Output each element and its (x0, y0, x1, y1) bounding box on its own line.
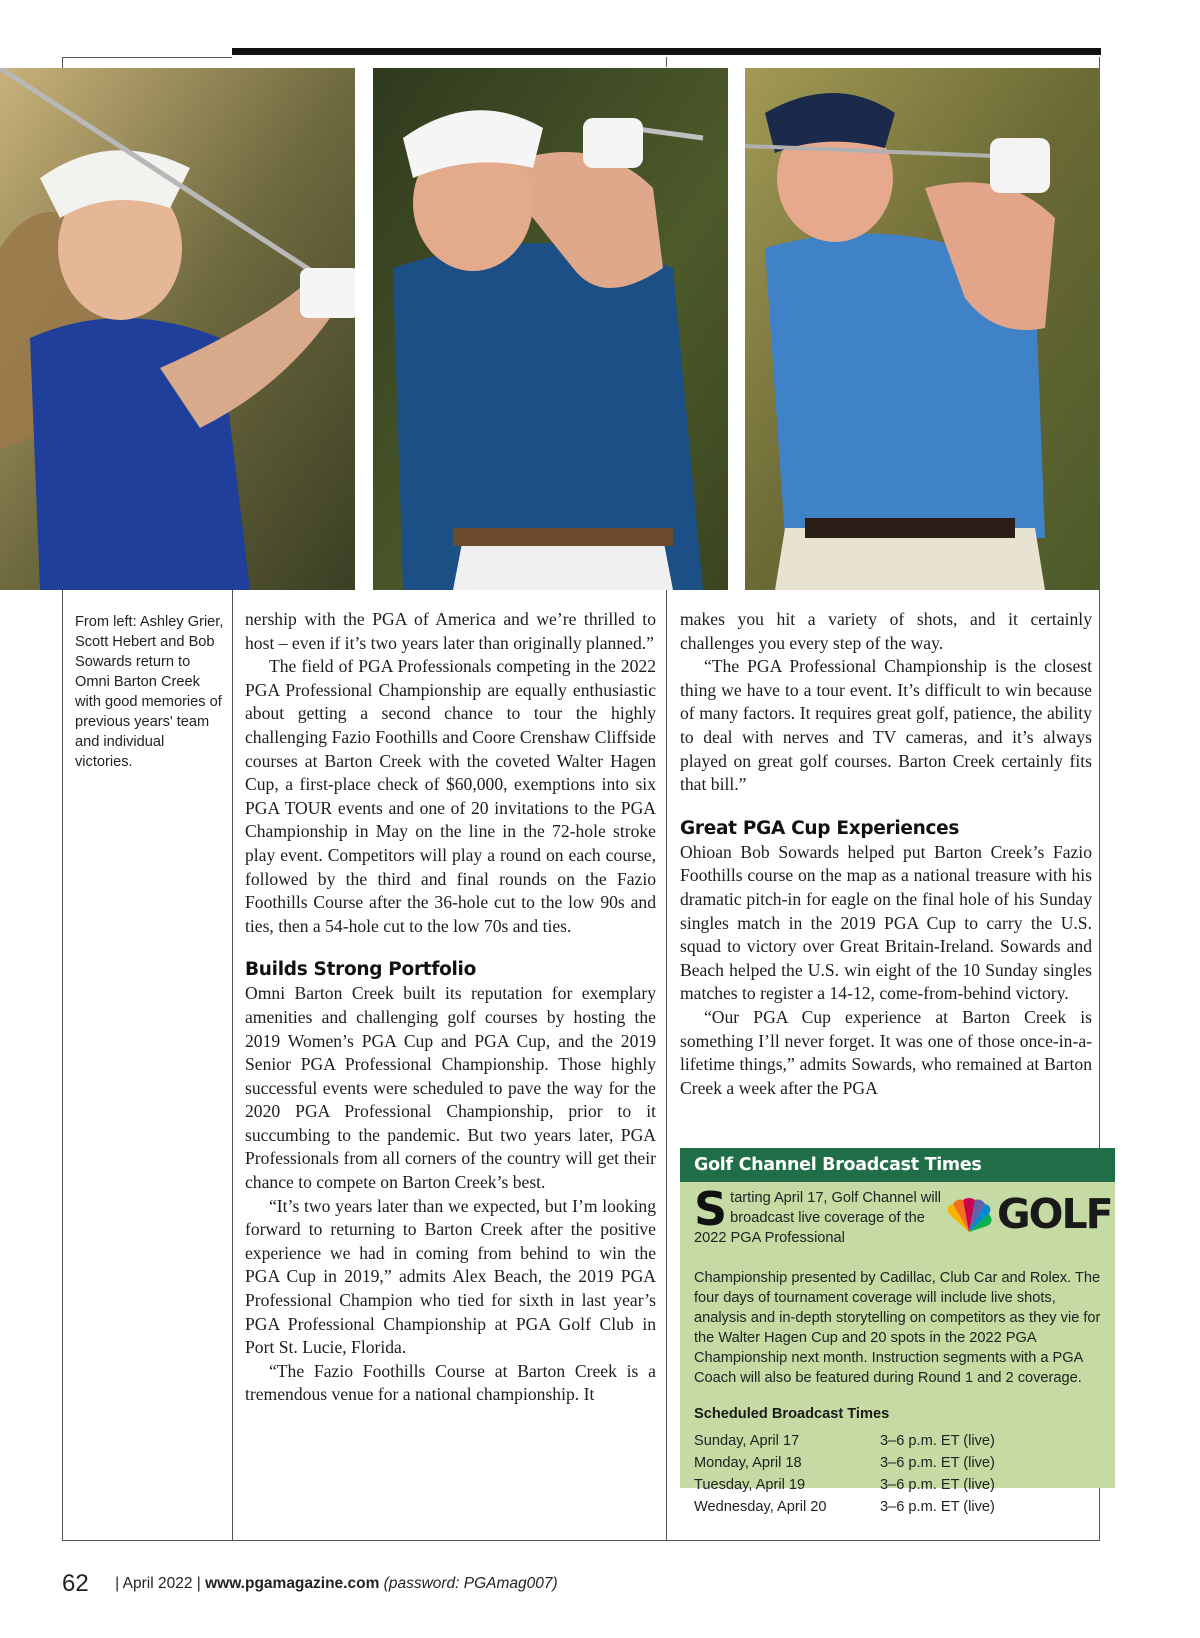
golf-logo-text: GOLF (997, 1190, 1112, 1238)
sidebar-dropcap: S (694, 1182, 728, 1236)
page-number: 62 (62, 1570, 89, 1597)
schedule-day: Sunday, April 17 (694, 1433, 800, 1449)
page-footer (62, 1570, 558, 1598)
schedule-title: Scheduled Broadcast Times (694, 1406, 890, 1422)
col1-paragraph-1: nership with the PGA of America and we’re thrilled to host – even if it’s two years later than originally planned.” (245, 609, 656, 653)
peacock-icon (943, 1196, 995, 1236)
col2-paragraph-3: Ohioan Bob Sowards helped put Barton Creek’s Fazio Foothills course on the map as a national treasure with his dramatic pitch-in for eagle on the final hole of his Sunday singles match in the 2019 PGA Cup to carry the U.S. squad to victory over Great Britain-Ireland. Sowards and Beach helped the U.S. win eight of the 10 Sunday singles matches to register a 14-12, come-from-behind victory. (680, 841, 1092, 1004)
footer-issue-line: | April 2022 | www.pgamagazine.com (password: PGAmag007) (115, 1575, 558, 1592)
sidebar-title: Golf Channel Broadcast Times (680, 1148, 1115, 1182)
footer-url[interactable]: www.pgamagazine.com (205, 1575, 380, 1592)
col2-paragraph-2: “The PGA Professional Championship is the closest thing we have to a tour event. It’s difficult to win because of many factors. It requires great golf, patience, the ability to deal with nerves and TV cameras, and it’s always played on great golf courses. Barton Creek certainly fits that bill.” (680, 656, 1092, 795)
column-divider (666, 590, 667, 1541)
top-rule (232, 48, 1101, 55)
schedule-row (694, 1452, 1094, 1474)
col2-paragraph-1: makes you hit a variety of shots, and it certainly challenges you every step of the way. (680, 609, 1092, 653)
schedule-table (694, 1430, 1094, 1518)
schedule-day: Monday, April 18 (694, 1455, 802, 1471)
photo-bob-sowards (745, 68, 1100, 590)
col1-paragraph-3: Omni Barton Creek built its reputation for exemplary amenities and challenging golf courses by hosting the 2019 Women’s PGA Cup and PGA Cup, and the 2019 Senior PGA Professional Championship. Those highly successful events were scheduled to pave the way for the 2020 PGA Professional Championship, prior to it succumbing to the pandemic. But two years later, PGA Professionals from all corners of the country will get their chance to compete on Barton Creek’s best. (245, 983, 656, 1193)
golf-channel-logo (943, 1190, 1112, 1240)
schedule-day: Tuesday, April 19 (694, 1477, 806, 1493)
schedule-row (694, 1474, 1094, 1496)
photo-ashley-grier (0, 68, 355, 590)
col1-paragraph-5: “The Fazio Foothills Course at Barton Creek is a tremendous venue for a national championship. It (245, 1360, 656, 1405)
col2-paragraph-4: “Our PGA Cup experience at Barton Creek is something I’ll never forget. It was one of those once-in-a-lifetime things,” admits Sowards, who remained at Barton Creek a week after the PGA (680, 1006, 1092, 1098)
schedule-time: 3–6 p.m. ET (live) (880, 1477, 995, 1493)
footer-password: (password: PGAmag007) (383, 1575, 558, 1592)
subhead-great-pga-cup-experiences: Great PGA Cup Experiences (680, 817, 960, 839)
schedule-day: Wednesday, April 20 (694, 1499, 827, 1515)
subhead-builds-strong-portfolio: Builds Strong Portfolio (245, 959, 476, 981)
article-column-1 (245, 608, 656, 1407)
broadcast-times-sidebar (680, 1148, 1115, 1515)
col1-paragraph-2: The field of PGA Professionals competing in the 2022 PGA Professional Championship are equally enthusiastic about getting a second chance to tour the highly challenging Fazio Foothills and Coore Crenshaw Cliffside courses at Barton Creek with the coveted Walter Hagen Cup, a first-place check of $60,000, exemptions into six PGA TOUR events and one of 20 invitations to the PGA Championship in May on the line in the 72-hole stroke play event. Competitors will play a round on each course, followed by the third and final rounds on the Fazio Foothills Course after the 36-hole cut to the low 90s and ties, then a 54-hole cut to the low 70s and ties. (245, 656, 656, 936)
sidebar-intro (694, 1182, 942, 1248)
sidebar-intro-text: tarting April 17, Golf Channel will broadcast live coverage of the 2022 PGA Professional (694, 1190, 942, 1246)
photo-scott-hebert (373, 68, 728, 590)
schedule-time: 3–6 p.m. ET (live) (880, 1433, 995, 1449)
schedule-time: 3–6 p.m. ET (live) (880, 1455, 995, 1471)
photo-divider (666, 57, 667, 67)
footer-issue: April 2022 (122, 1575, 193, 1592)
schedule-row (694, 1496, 1094, 1518)
schedule-row (694, 1430, 1094, 1452)
col1-paragraph-4: “It’s two years later than we expected, but I’m looking forward to returning to Barton Creek after the positive experience we had in coming from behind to win the PGA Cup in 2019,” admits Alex Beach, the 2019 PGA Professional Champion who tied for sixth in last year’s PGA Professional Championship at PGA Golf Club in Port St. Lucie, Florida. (245, 1195, 656, 1358)
photo-caption: From left: Ashley Grier, Scott Hebert and Bob Sowards return to Omni Barton Creek with good memories of previous years' team and individual victories. (75, 614, 224, 770)
sidebar-body: Championship presented by Cadillac, Club Car and Rolex. The four days of tournament coverage will include live shots, analysis and in-depth storytelling on competitors as they vie for the Walter Hagen Cup and 20 spots in the 2022 PGA Championship next month. Instruction segments with a PGA Coach will also be featured during Round 1 and 2 coverage. (694, 1270, 1101, 1386)
caption-divider (232, 590, 233, 1541)
article-column-2 (680, 608, 1092, 1100)
schedule-time: 3–6 p.m. ET (live) (880, 1499, 995, 1515)
